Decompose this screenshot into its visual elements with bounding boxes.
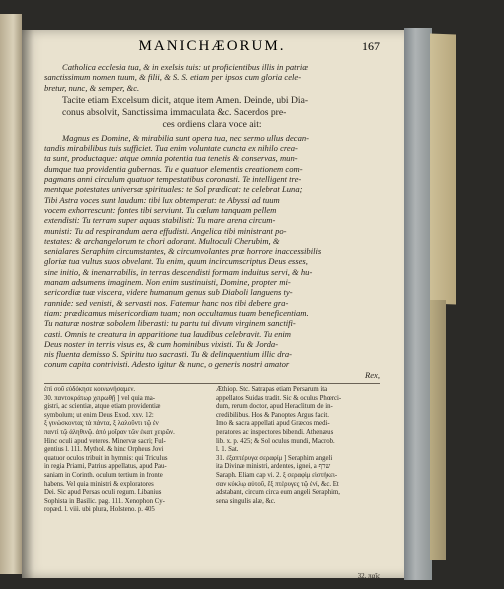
footnote-line: peratores ac inspectores bibendi. Athenæus (216, 428, 334, 436)
prayer-line: pagmans anni circulum quatuor tempestatibus coronasti. Te intelligent tre- (44, 174, 302, 185)
left-page-edge (0, 14, 22, 574)
footnote-line: habens. Vel quia ministri & exploratores (44, 480, 154, 488)
prayer-line: ta sunt, productaque: atque omnia potentia tua tenetis & conservas, mun- (44, 153, 298, 164)
footnote-line: Hinc oculi apud veteres. Minervæ sacri; Ful- (44, 437, 166, 445)
footnote-line: in regia Priami, Patrius appellatus, apud Pau- (44, 463, 167, 471)
footnote-line: παντί τῷ ἀληθινῷ. ἀπό μοῖραν τῶν ἐκατ χειρῶν. (44, 428, 175, 436)
page-number: 167 (362, 39, 380, 53)
footnote-line: adstabant, circum circa eum angeli Seraphim, (216, 489, 340, 497)
footnote-line: ἐπὶ σοῦ εὐδόκησε κοινωνήσαμεν. (44, 386, 136, 394)
footnote-line: saniam in Corinth. oculum tertium in fronte (44, 471, 163, 479)
prayer-line: conum capita contrivisti. Adesto igitur & nunc, o generis nostri amator (44, 359, 290, 370)
next-page-edge (430, 34, 456, 305)
footnote-line: ropæd. l. viii. ubi plura, Holsteno. p. 405 (44, 506, 155, 514)
footnote-line: gentius l. 111. Mythol. & hinc Orpheus Jovi (44, 446, 164, 454)
prayer-line: manam adsumens imaginem. Non enim sustinuisti, Domine, propter mi- (44, 277, 291, 288)
footnotes-left-column (44, 386, 208, 515)
prayer-line: rannide: sed venisti, & servasti nos. Fatemur hanc nos tibi debere gra- (44, 297, 289, 308)
footnote-line: Æthiop. Stc. Satrapas etiam Persarum ita (216, 386, 328, 394)
footnote-line: Imo & sacra appellati apud Græcos medi- (216, 420, 330, 428)
footnote-line: quatuor oculos tribuit in hymnis: qui Triculus (44, 454, 168, 462)
footnote-line: sena singulis alæ, &c. (216, 497, 276, 505)
prayer-line: testates: & archangelorum te chori adorant. Multoculi Cherubim, & (44, 235, 280, 246)
prayer-line: mentque potestates universæ spirituales: te Sol prædicat: te celebrat Luna; (44, 184, 303, 195)
footnote-line: 31. ἐξαπτέρυγα σεραφίμ ] Seraphim angeli (216, 454, 333, 462)
prayer-line: vocem exhorrescunt: fontes tibi serviunt. Tu cœlum tanquam pellem (44, 204, 277, 215)
footnote-line: appellatos Suidas tradit. Sic & oculus Phœrci- (216, 394, 342, 402)
prayer-line: extendisti: Tu terram super aquas stabilisti: Tu mare arena circum- (44, 215, 276, 226)
footnotes-right-column (216, 386, 380, 515)
prayer-line: Tu naturæ nostræ sobolem liberasti: tu partu tui divum virginem sanctifi- (44, 318, 296, 329)
footnote-line: lib. x. p. 425; & Sol oculus mundi, Macrob. (216, 437, 335, 445)
footnote-line: 30. παντοκράτωρ χειρωθῇ ] vel quia ma- (44, 394, 156, 402)
footnote-line: σαν κύκλῳ αὐτοῦ, ἓξ πτέρυγες τῷ ἐνί, &c. Et (216, 480, 339, 488)
prayer-line: Rex, (364, 369, 380, 380)
prayer-line: dumque tua providentia gubernas. Tu e quatuor elementis creationem com- (44, 163, 303, 174)
text-line: sanctissimum nomen tuum, & filii, & S. S. etiam per ipsos cum gloria cele- (44, 72, 302, 83)
footnote-line: dum, rerum doctor, apud Heraclitum de in- (216, 403, 333, 411)
page-header (44, 38, 380, 60)
prayer-line: gloriæ tua vultus suos obvelant. Tu enim, quum incircumscriptus Deus esses, (44, 256, 308, 267)
footnote-line: symbolum; ut enim Deus Exod. xxv. 12: (44, 411, 154, 419)
prayer-line: senialares Seraphim circumstantes, & circumvolantes præ horrore inaccessibilis (44, 246, 322, 257)
page-text (44, 62, 380, 515)
footnote-line: Sophista in Basilic. pag. 111. Xenophon Cy- (44, 497, 165, 505)
running-head: MANICHÆORUM. (138, 38, 286, 54)
text-line: Catholica ecclesia tua, & in exelsis tuis: ut proficientibus illis in patriæ (62, 62, 309, 72)
page-gutter-shadow (22, 30, 34, 578)
footnote-line: l. 1. Sat. (216, 446, 239, 454)
footnote-line: ξ γινώσκοντας τὰ πάντα, ξ λαλοῦντι τῷ ἐν (44, 420, 159, 428)
footnote-line: credibilibus. Hos & Panoptes Argus facit. (216, 411, 329, 419)
prayer-line: sine initio, & inenarrabilis, in terras descendisti formam induitus servi, & hu- (44, 266, 313, 277)
footnote-line: gistri, ac scientiæ, atque etiam providentiæ (44, 403, 161, 411)
footnote-divider (44, 383, 380, 384)
back-cover-edge (430, 300, 446, 560)
footnotes (44, 386, 380, 515)
prayer-line: tiam: prædicamus misericordiam tuam; non occultamus tuam beneficentiam. (44, 307, 309, 318)
page-stack-edge (404, 28, 432, 580)
catchword: 32. παῖς (357, 572, 380, 580)
prayer-line: tandis mirabilibus tuis sufficiet. Tua enim voluntate cuncta ex nihilo crea- (44, 143, 298, 154)
footnote-line: ita Divinæ ministri, ardentes, ignei, a שרף (216, 463, 331, 471)
rubric-line: Tacite etiam Excelsum dicit, atque item Amen. Deinde, ubi Dia- (62, 94, 309, 106)
prayer-line: Magnus es Domine, & mirabilia sunt opera tua, nec sermo ullus decan- (62, 132, 310, 143)
prayer-line: Deus noster in terris visus es, & cum hominibus vixisti. Tu & Jorda- (44, 338, 279, 349)
footnote-line: Saraph. Eliam cap vi. 2. ξ σεραφὶμ εἱστήκει- (216, 471, 338, 479)
rubric-line: ces ordiens clara voce ait: (162, 118, 262, 130)
rubric-line: conus absolvit, Sanctissima immaculata &c. Sacerdos pre- (62, 106, 287, 118)
text-line: bretur, nunc, & semper, &c. (44, 82, 140, 93)
prayer-line: Tibi Astra voces sunt laudum: tibi lux obtemperat: te Abyssi ad tuum (44, 194, 280, 205)
footnote-line: Dei. Sic apud Persas oculi regum. Libanius (44, 489, 162, 497)
prayer-line: casti. Omnis te creatura in apparitione tua laudibus celebravit. Tu enim (44, 328, 291, 339)
prayer-line: munisti: Tu ad respirandum aera effudisti. Angelica tibi ministrant po- (44, 225, 287, 236)
prayer-line: nis fluenta demisso S. Spiritu tuo sacrasti. Tu & delinquentium illic dra- (44, 349, 293, 360)
prayer-line: sericordiæ tuæ viscera, videre humanum genus sub Diaboli languens ty- (44, 287, 293, 298)
